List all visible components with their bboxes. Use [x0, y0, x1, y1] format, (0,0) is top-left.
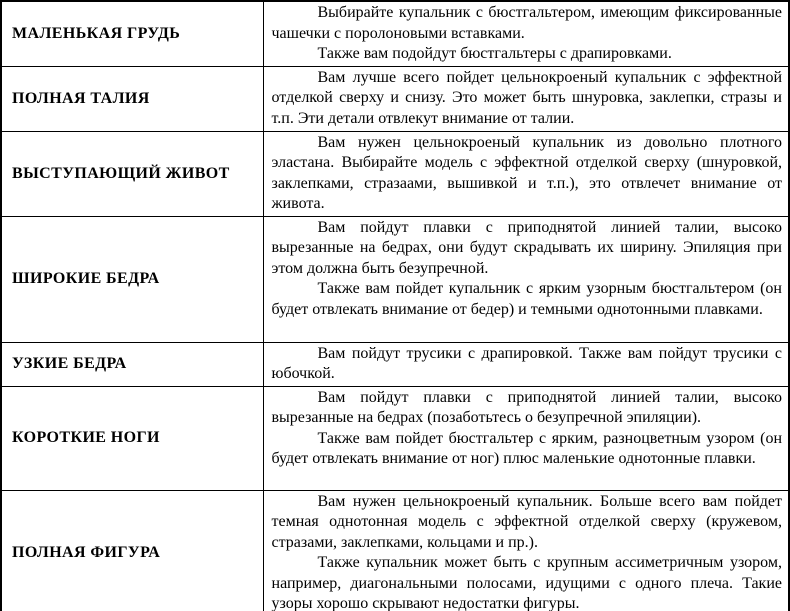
- advice-cell: [263, 216, 789, 342]
- table-row: [1, 386, 789, 490]
- table-row: [1, 490, 789, 611]
- advice-paragraph: Также вам подойдут бюстгальтеры с драпировками.: [317, 45, 672, 62]
- advice-paragraph: Также вам пойдет купальник с ярким узорным бюстгальтером (он будет отвлекать внимание от бедер) и темными однотонными плавками.: [271, 280, 782, 318]
- body-type-cell: [1, 386, 263, 490]
- advice-paragraph: Вам нужен цельнокроеный купальник из довольно плотного эластана. Выбирайте модель с эффектной отделкой сверху (шнуровкой, заклепками, стразаами, вышивкой и т.п.), это отвлечет внимание от живота.: [271, 133, 782, 212]
- advice-cell: [263, 386, 789, 490]
- body-type-cell: [1, 490, 263, 611]
- table-row: [1, 342, 789, 386]
- body-type-label: ПОЛНАЯ ФИГУРА: [12, 544, 161, 561]
- advice-paragraph: Также вам пойдет бюстгальтер с ярким, разноцветным узором (он будет отвлекать внимание от ног) плюс маленькие однотонные плавки.: [271, 429, 782, 467]
- advice-paragraph: Вам пойдут плавки с приподнятой линией талии, высоко вырезанные на бедрах, они будут скрадывать их ширину. Эпиляция при этом должна быть безупречной.: [271, 218, 782, 277]
- body-type-label: ВЫСТУПАЮЩИЙ ЖИВОТ: [12, 164, 230, 182]
- table-row: [1, 216, 789, 342]
- table-row: [1, 1, 789, 66]
- advice-paragraph: Вам нужен цельнокроеный купальник. Больше всего вам пойдет темная однотонная модель с эффектной отделкой сверху (кружевом, стразами, заклепками, кольцами и пр.).: [271, 492, 782, 551]
- advice-cell: [263, 490, 789, 611]
- advice-paragraph: Вам пойдут плавки с приподнятой линией талии, высоко вырезанные на бедрах (позаботьтесь о безупречной эпиляции).: [271, 388, 782, 426]
- body-type-label: МАЛЕНЬКАЯ ГРУДЬ: [12, 24, 181, 42]
- advice-cell: [263, 342, 789, 386]
- advice-paragraph: Вам пойдут трусики с драпировкой. Также вам пойдут трусики с юбочкой.: [271, 344, 782, 382]
- body-type-cell: [1, 66, 263, 131]
- body-type-cell: [1, 342, 263, 386]
- body-type-cell: [1, 131, 263, 216]
- body-type-label: УЗКИЕ БЕДРА: [12, 355, 127, 372]
- body-type-cell: [1, 1, 263, 66]
- advice-cell: [263, 131, 789, 216]
- body-type-cell: [1, 216, 263, 342]
- table-row: [1, 131, 789, 216]
- advice-paragraph: Вам лучше всего пойдет цельнокроеный купальник с эффектной отделкой сверху и снизу. Это может быть шнуровка, заклепки, стразы и т.п. Эти детали отвлекут внимание от талии.: [271, 68, 782, 127]
- advice-cell: [263, 66, 789, 131]
- body-type-label: ПОЛНАЯ ТАЛИЯ: [12, 89, 150, 107]
- body-type-label: ШИРОКИЕ БЕДРА: [12, 270, 160, 287]
- advice-paragraph: Также купальник может быть с крупным ассиметричным узором, например, диагональными полосами, идущими с одного плеча. Такие узоры хорошо скрывают недостатки фигуры.: [271, 554, 782, 611]
- advice-paragraph: Выбирайте купальник с бюстгальтером, имеющим фиксированные чашечки с поролоновыми вставками.: [271, 4, 782, 42]
- table-row: [1, 66, 789, 131]
- advice-cell: [263, 1, 789, 66]
- body-type-label: КОРОТКИЕ НОГИ: [12, 429, 160, 446]
